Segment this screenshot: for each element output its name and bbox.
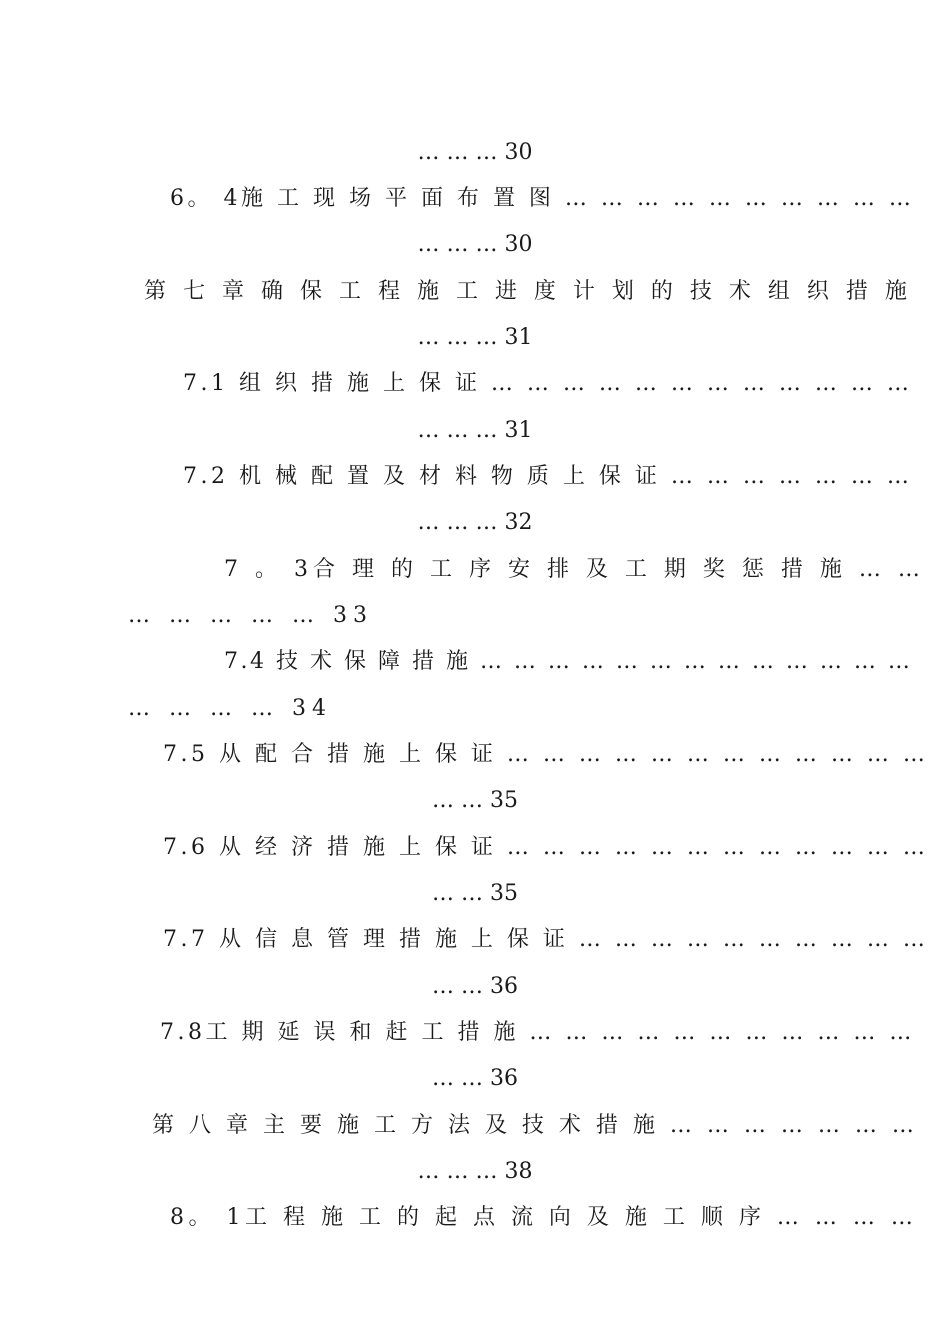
toc-page-ref: … … … 32	[417, 510, 533, 535]
toc-page-ref: … … 36	[432, 974, 518, 999]
toc-entry-7-1: 7.1 组 织 措 施 上 保 证 … … … … … … … … … … … …	[183, 371, 913, 396]
toc-page-ref: … … 35	[432, 881, 518, 906]
toc-page-ref: … … … 38	[417, 1159, 533, 1184]
toc-page-ref: … … … 30	[417, 232, 533, 257]
toc-page-ref: … … 35	[432, 788, 518, 813]
toc-entry-8-1: 8。 1工 程 施 工 的 起 点 流 向 及 施 工 顺 序 … … … …	[170, 1205, 918, 1230]
toc-entry-7-6: 7.6 从 经 济 措 施 上 保 证 … … … … … … … … … … … …	[163, 835, 929, 860]
toc-entry-7-8: 7.8工 期 延 误 和 赶 工 措 施 … … … … … … … … … … …	[160, 1020, 915, 1045]
toc-entry-7-5: 7.5 从 配 合 措 施 上 保 证 … … … … … … … … … … … …	[163, 742, 929, 767]
toc-page-ref: … … … … 34	[128, 696, 332, 721]
toc-entry-6-4: 6。 4施 工 现 场 平 面 布 置 图 … … … … … … … … … …	[170, 186, 915, 211]
toc-page-ref: … … … 31	[417, 325, 533, 350]
toc-page-ref: … … … 30	[417, 140, 533, 165]
toc-entry-7-4: 7.4 技 术 保 障 措 施 … … … … … … … … … … … … …	[224, 649, 913, 674]
toc-chapter-7: 第 七 章 确 保 工 程 施 工 进 度 计 划 的 技 术 组 织 措 施	[144, 279, 912, 304]
toc-chapter-8: 第 八 章 主 要 施 工 方 法 及 技 术 措 施 … … … … … … …	[152, 1113, 918, 1138]
toc-page-ref: … … 36	[432, 1066, 518, 1091]
toc-page-ref: … … … 31	[417, 418, 533, 443]
toc-entry-7-2: 7.2 机 械 配 置 及 材 料 物 质 上 保 证 … … … … … … …	[183, 464, 913, 489]
toc-page-ref: … … … … … 33	[128, 603, 373, 628]
toc-entry-7-3: 7 。 3合 理 的 工 序 安 排 及 工 期 奖 惩 措 施 … …	[224, 557, 925, 582]
toc-entry-7-7: 7.7 从 信 息 管 理 措 施 上 保 证 … … … … … … … … … …	[163, 927, 929, 952]
